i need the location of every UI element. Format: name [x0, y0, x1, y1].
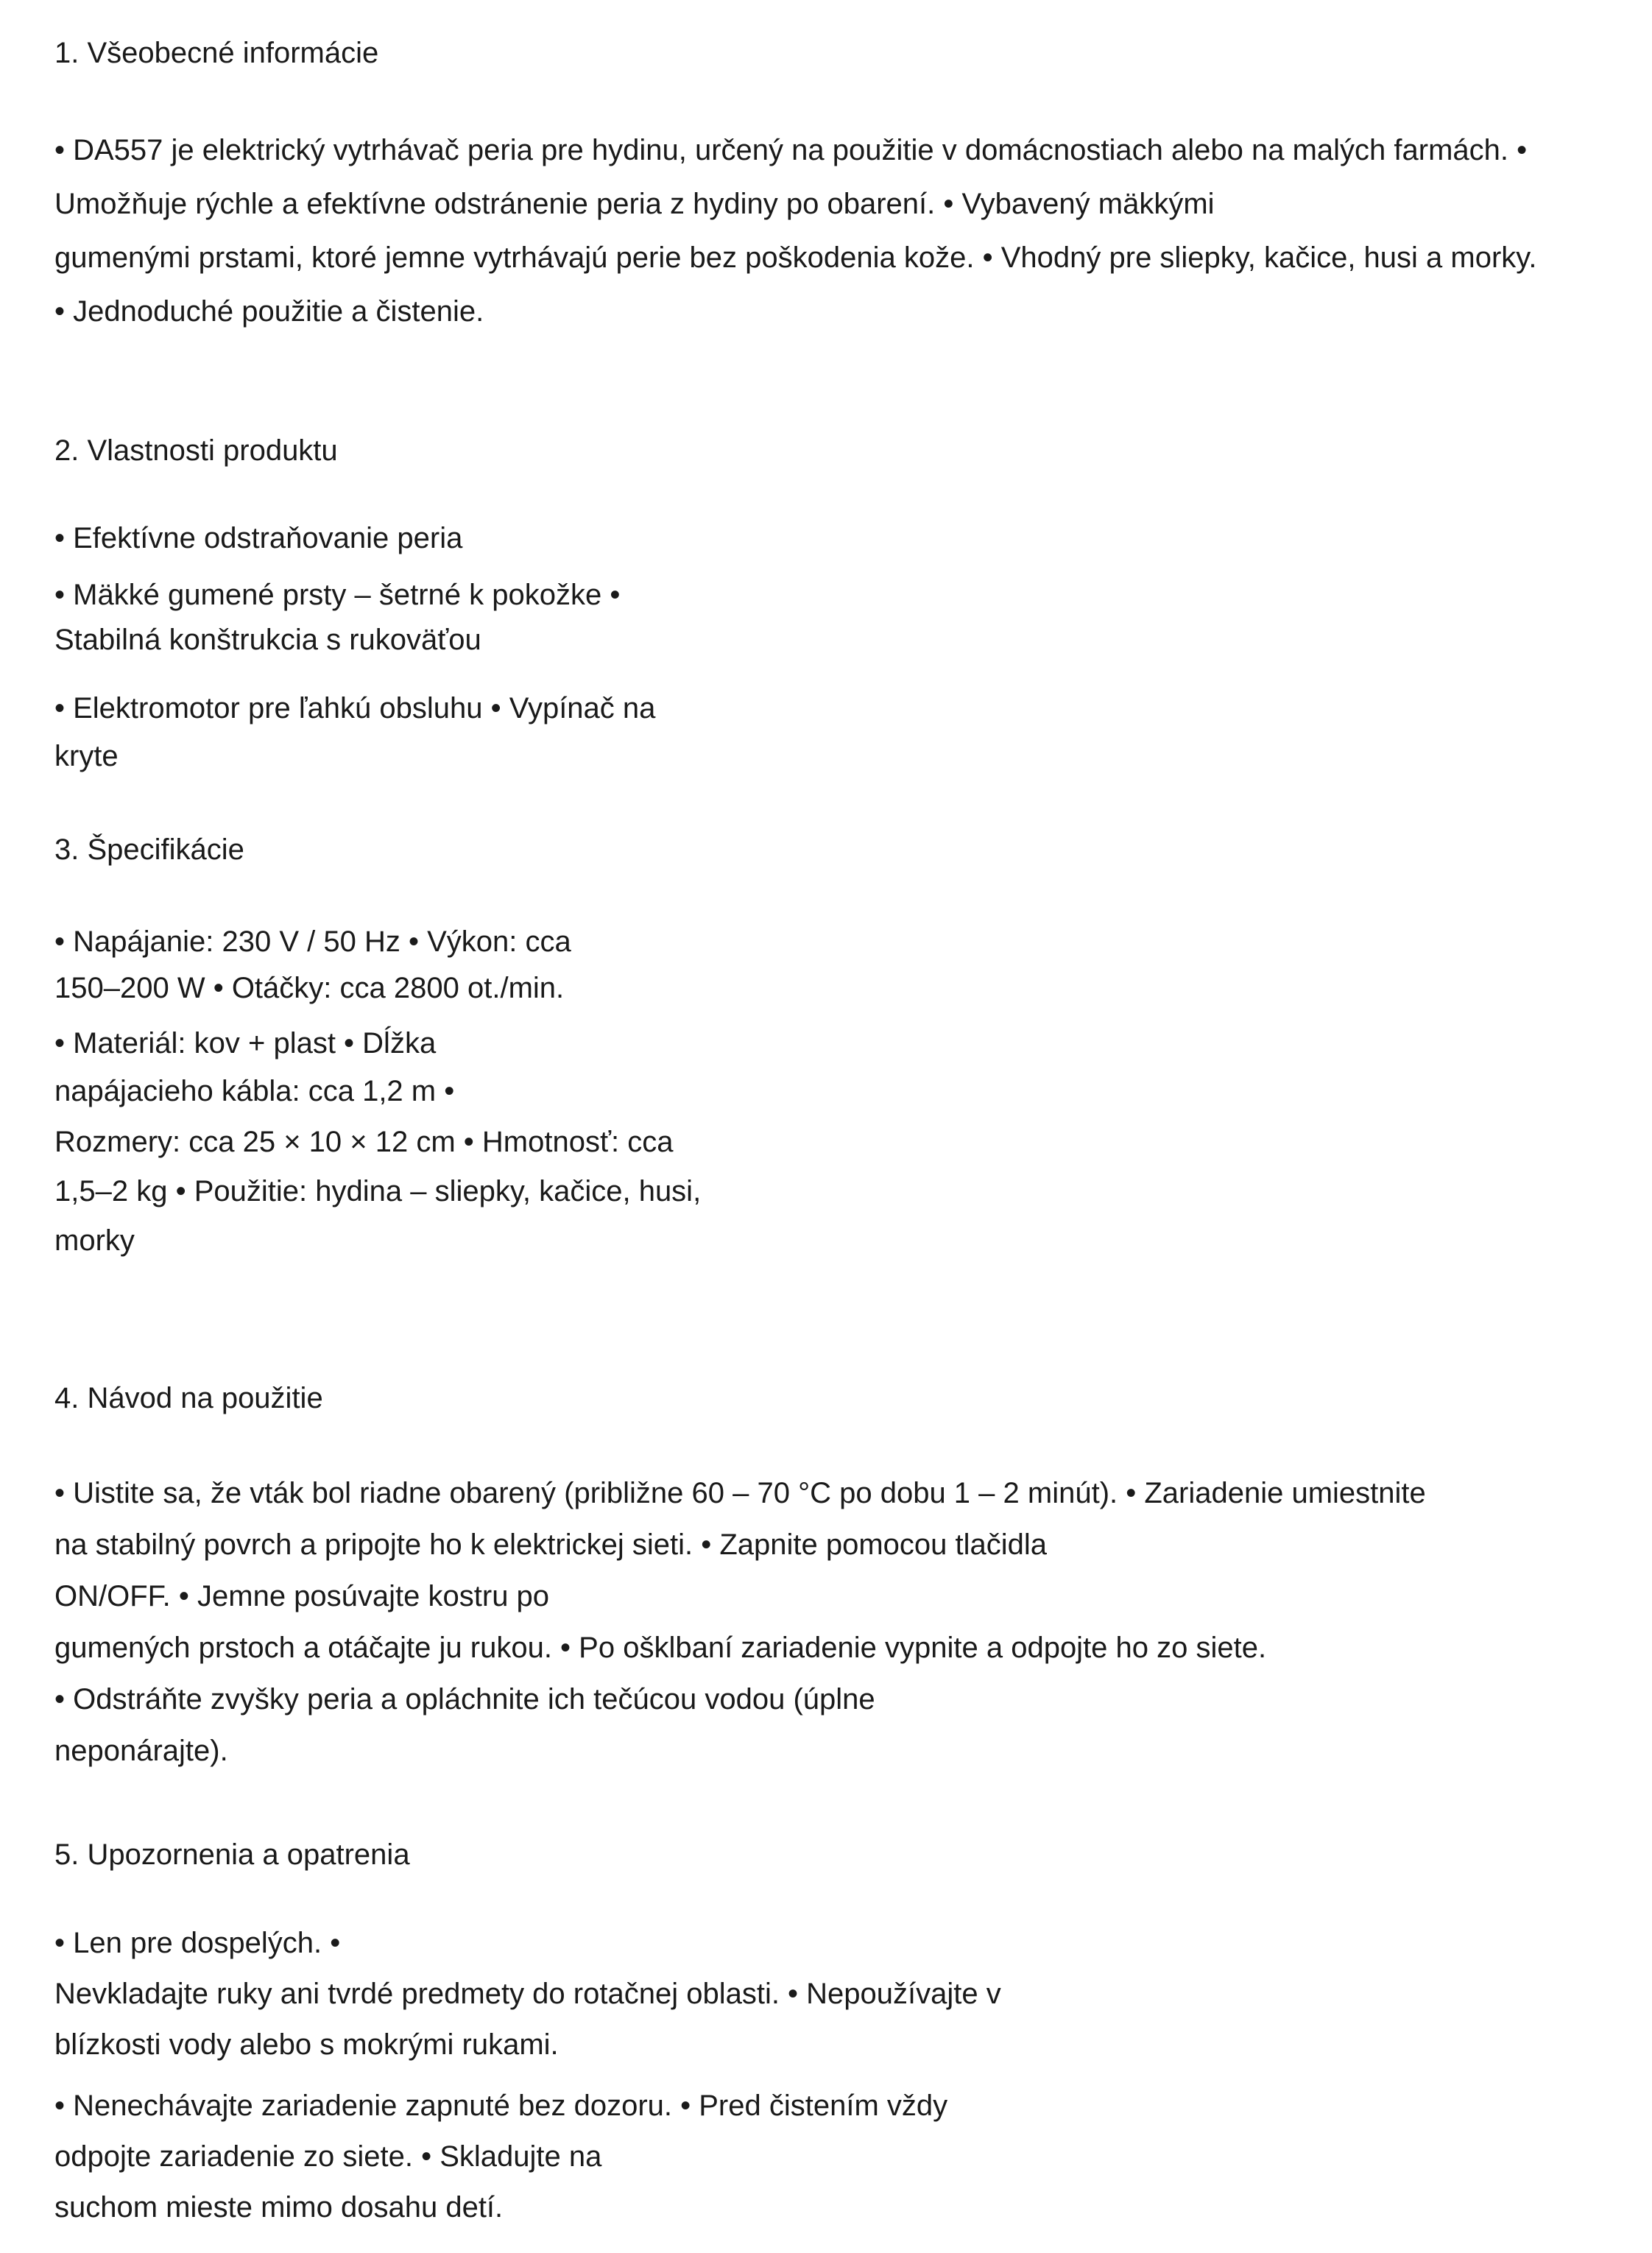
text-line: • Materiál: kov + plast • Dĺžka [54, 1027, 437, 1059]
text-line: suchom mieste mimo dosahu detí. [54, 2191, 504, 2224]
text-line: • Nenechávajte zariadenie zapnuté bez dozoru. • Pred čistením vždy [54, 2090, 948, 2122]
paragraph [54, 1020, 1637, 1115]
text-line: • Odstráňte zvyšky peria a opláchnite ich tečúcou vodou (úplne [54, 1683, 875, 1716]
section-heading [54, 1828, 1637, 1881]
text-line: gumenými prstami, ktoré jemne vytrhávajú perie bez poškodenia kože. • Vhodný pre sliepky, kačice, husi a morky. [54, 241, 1537, 274]
text-line: 150–200 W • Otáčky: cca 2800 ot./min. [54, 972, 565, 1004]
text-line: morky [54, 1224, 135, 1257]
paragraph [54, 1918, 1637, 2070]
paragraph [54, 919, 1637, 1012]
paragraph [54, 512, 1637, 565]
text-line: • Napájanie: 230 V / 50 Hz • Výkon: cca [54, 925, 571, 958]
text-line: Nevkladajte ruky ani tvrdé predmety do rotačnej oblasti. • Nepoužívajte v [54, 1978, 1001, 2010]
section-heading-text: 1. Všeobecné informácie [54, 37, 379, 69]
section-heading [54, 1372, 1637, 1425]
text-line: blízkosti vody alebo s mokrými rukami. [54, 2028, 559, 2061]
text-line: odpojte zariadenie zo siete. • Skladujte na [54, 2140, 602, 2173]
text-line: • Uistite sa, že vták bol riadne obarený (približne 60 – 70 °C po dobu 1 – 2 minút). • Zariadenie umiestnite [54, 1477, 1426, 1509]
text-line: Stabilná konštrukcia s rukoväťou [54, 624, 481, 656]
section-heading [54, 424, 1637, 477]
section-heading-text: 4. Návod na použitie [54, 1382, 323, 1414]
text-line: neponárajte). [54, 1735, 228, 1767]
text-line: • DA557 je elektrický vytrhávač peria pre hydinu, určený na použitie v domácnostiach alebo na malých farmách. • [54, 134, 1528, 166]
section-heading [54, 823, 1637, 876]
section-heading [54, 27, 1637, 80]
text-line: kryte [54, 740, 119, 772]
text-line: • Jednoduché použitie a čistenie. [54, 295, 484, 328]
text-line: na stabilný povrch a pripojte ho k elektrickej sieti. • Zapnite pomocou tlačidla [54, 1529, 1048, 1561]
text-line: 1,5–2 kg • Použitie: hydina – sliepky, kačice, husi, [54, 1175, 702, 1207]
paragraph [54, 685, 1637, 780]
paragraph [54, 573, 1637, 663]
text-line: • Elektromotor pre ľahkú obsluhu • Vypínač na [54, 692, 656, 724]
paragraph [54, 2081, 1637, 2233]
text-line: • Mäkké gumené prsty – šetrné k pokožke • [54, 579, 621, 611]
text-line: • Efektívne odstraňovanie peria [54, 522, 463, 554]
text-line: napájacieho kábla: cca 1,2 m • [54, 1075, 455, 1107]
paragraph [54, 124, 1637, 339]
text-line: ON/OFF. • Jemne posúvajte kostru po [54, 1580, 550, 1612]
section-heading-text: 3. Špecifikácie [54, 833, 244, 866]
text-line: Umožňuje rýchle a efektívne odstránenie peria z hydiny po obarení. • Vybavený mäkkými [54, 188, 1215, 220]
text-line: gumených prstoch a otáčajte ju rukou. • Po ošklbaní zariadenie vypnite a odpojte ho zo siete. [54, 1632, 1267, 1664]
paragraph [54, 1467, 1637, 1777]
paragraph [54, 1118, 1637, 1266]
text-line: • Len pre dospelých. • [54, 1927, 341, 1959]
section-heading-text: 2. Vlastnosti produktu [54, 434, 338, 467]
text-line: Rozmery: cca 25 × 10 × 12 cm • Hmotnosť: cca [54, 1126, 674, 1158]
section-heading-text: 5. Upozornenia a opatrenia [54, 1838, 410, 1871]
